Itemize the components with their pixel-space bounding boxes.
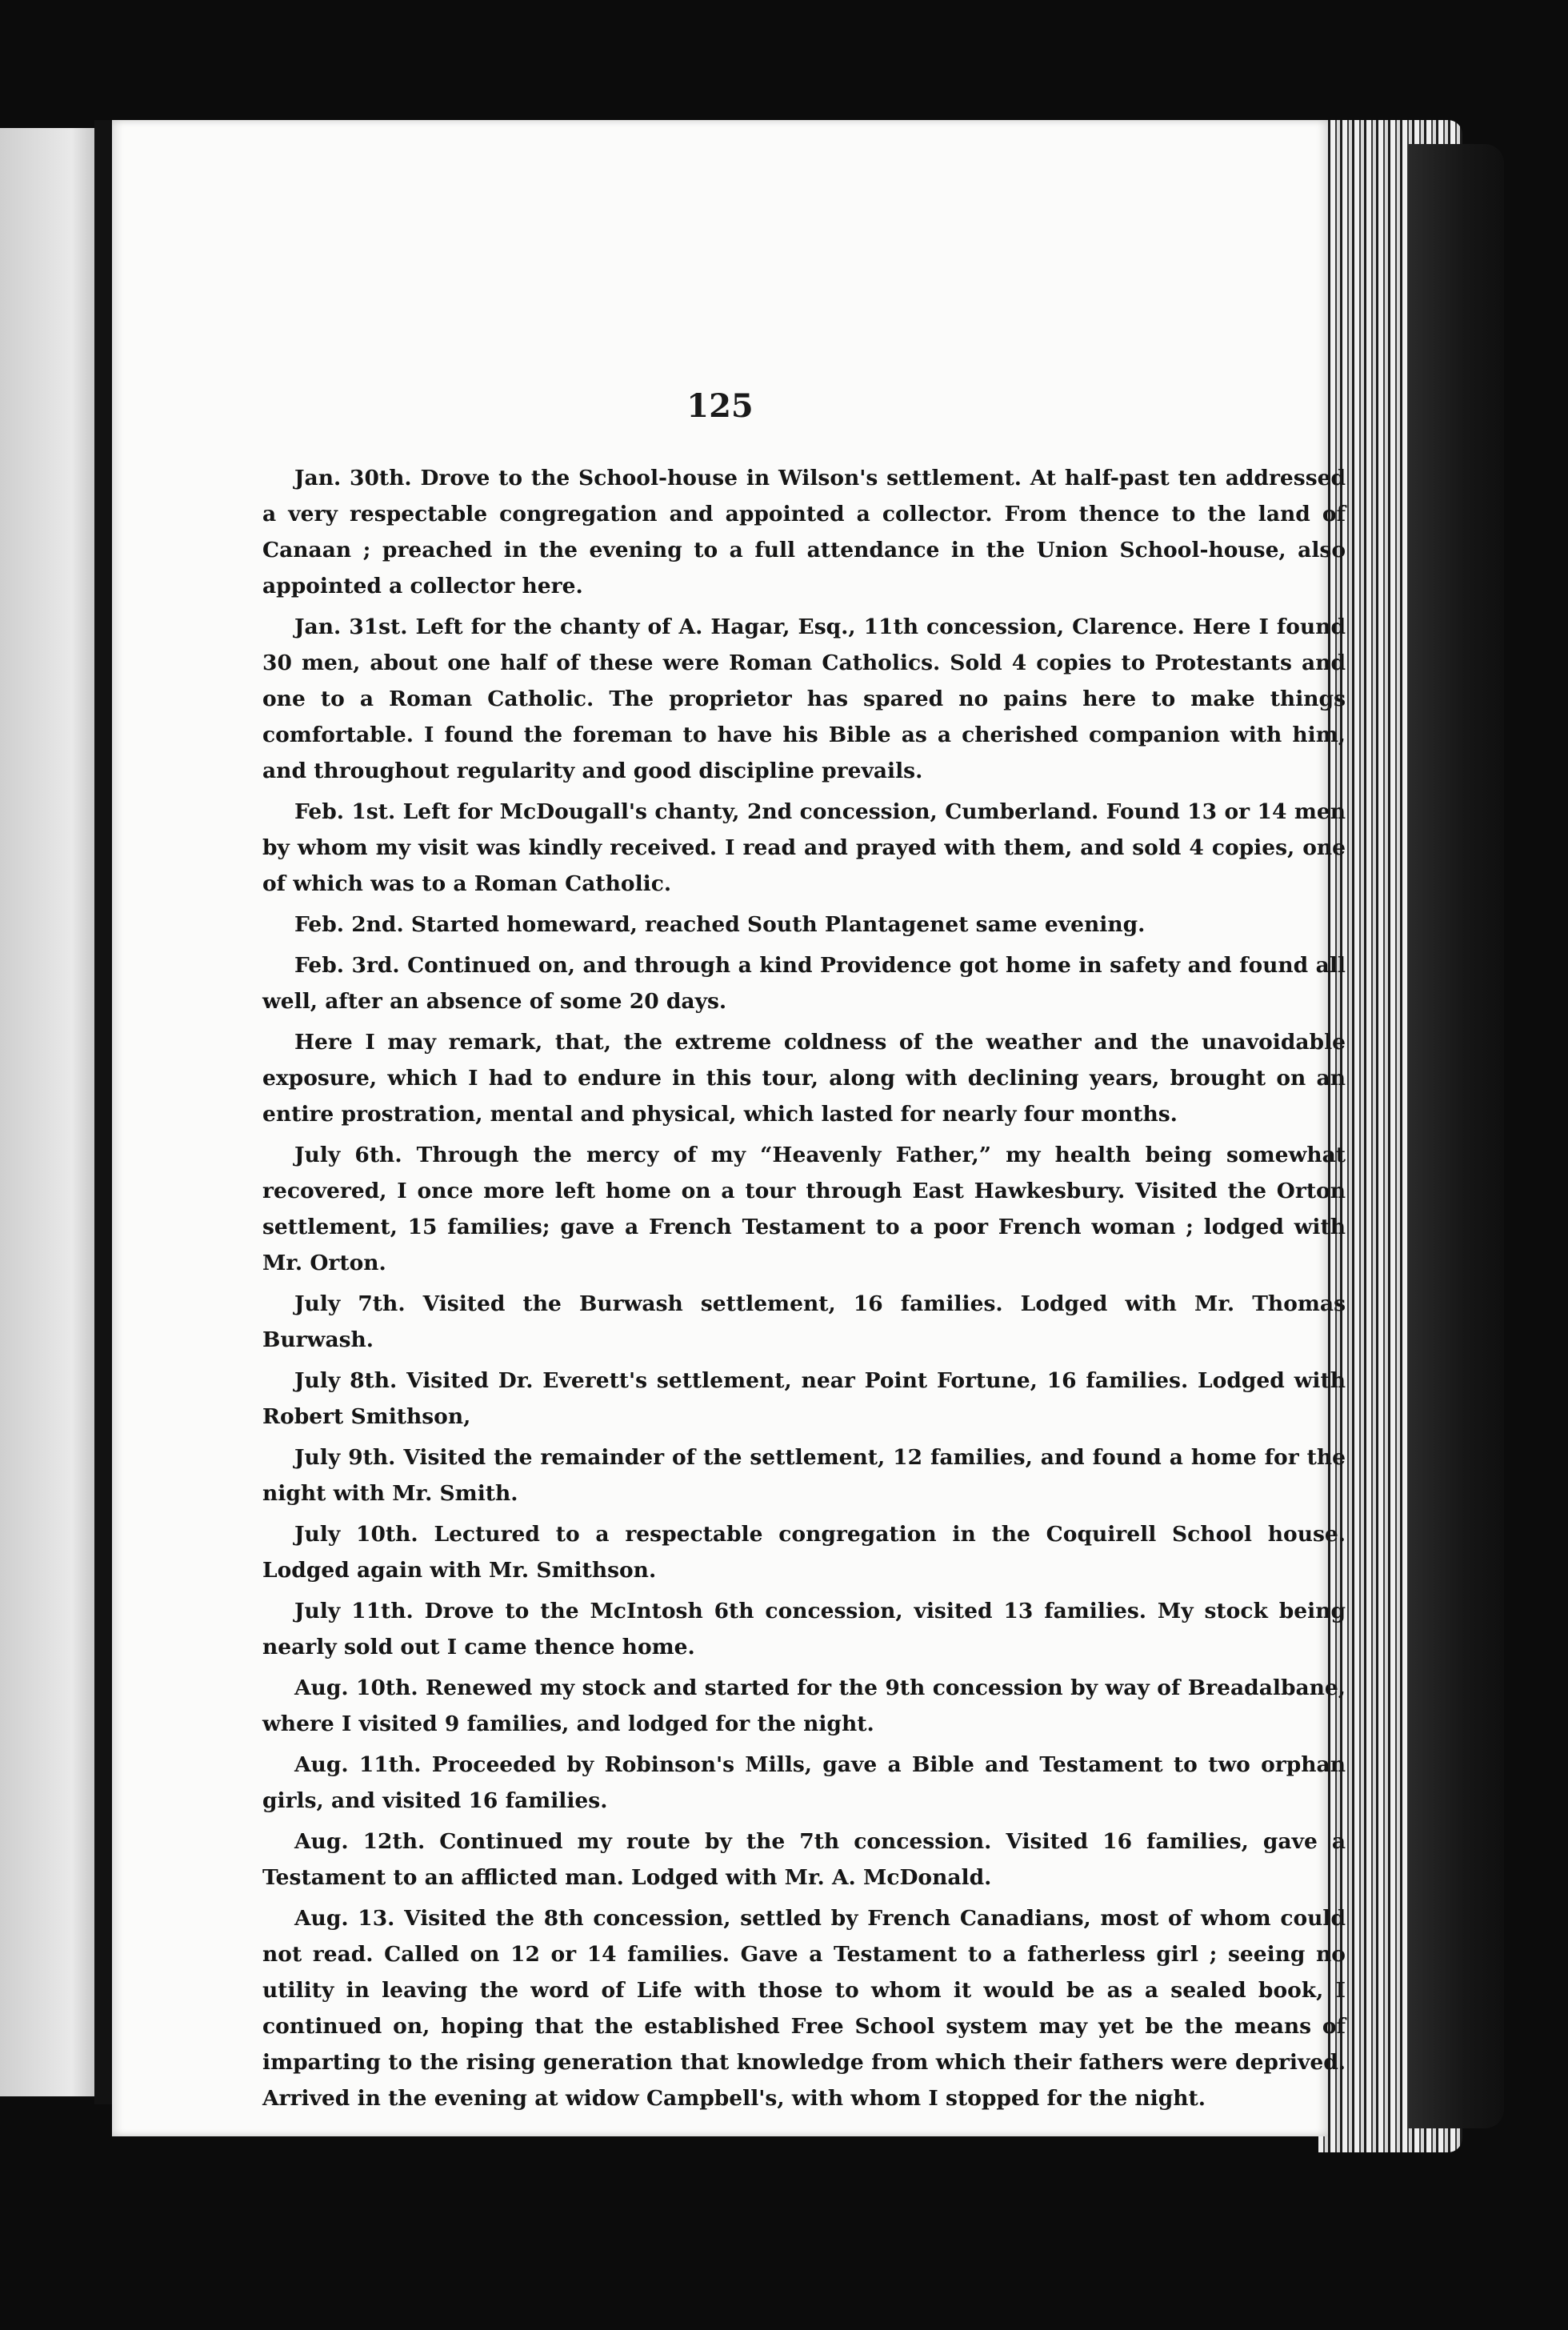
paragraph: July 8th. Visited Dr. Everett's settlement, near Point Fortune, 16 families. Lodged with Robert Smithson, bbox=[262, 1368, 1346, 1429]
paragraph: Aug. 12th. Continued my route by the 7th concession. Visited 16 families, gave a Testament to an afflicted man. Lodged with Mr. A. McDonald. bbox=[262, 1829, 1346, 1890]
paragraph: Jan. 31st. Left for the chanty of A. Hagar, Esq., 11th concession, Clarence. Here I found 30 men, about one half of these were Roman Catholics. Sold 4 copies to Protestants and one to a Roman Catholic. The proprietor has spared no pains here to make things comfortable. I found the foreman to have his Bible as a cherished companion with him, and throughout regularity and good discipline prevails. bbox=[262, 615, 1346, 783]
book-cover-edge bbox=[1408, 144, 1504, 2128]
paragraph: Jan. 30th. Drove to the School-house in Wilson's settlement. At half-past ten addressed a very respectable congregation and appointed a collector. From thence to the land of Canaan ; preached in the evening to a full attendance in the Union School-house, also appointed a collector here. bbox=[262, 466, 1346, 599]
paragraph: Feb. 3rd. Continued on, and through a kind Providence got home in safety and found all well, after an absence of some 20 days. bbox=[262, 953, 1346, 1014]
paragraph: Feb. 2nd. Started homeward, reached South Plantagenet same evening. bbox=[294, 912, 1146, 937]
paragraph: July 7th. Visited the Burwash settlement, 16 families. Lodged with Mr. Thomas Burwash. bbox=[262, 1291, 1346, 1352]
book-page bbox=[112, 120, 1346, 2136]
paragraph: Aug. 13. Visited the 8th concession, settled by French Canadians, most of whom could not read. Called on 12 or 14 families. Gave a Testament to a fatherless girl ; seeing no utility in leaving the word of Life with those to whom it would be as a sealed book, I continued on, hoping that the established Free School system may yet be the means of imparting to the rising generation that knowledge from which their fathers were deprived. Arrived in the evening at widow Campbell's, with whom I stopped for the night. bbox=[262, 1906, 1346, 2111]
paragraph: Aug. 11th. Proceeded by Robinson's Mills, gave a Bible and Testament to two orphan girls, and visited 16 families. bbox=[262, 1752, 1346, 1813]
book-gutter bbox=[94, 120, 112, 2104]
paragraph: Feb. 1st. Left for McDougall's chanty, 2nd concession, Cumberland. Found 13 or 14 men by whom my visit was kindly received. I read and prayed with them, and sold 4 copies, one of which was to a Roman Catholic. bbox=[262, 799, 1346, 896]
paragraph: Here I may remark, that, the extreme coldness of the weather and the unavoidable exposure, which I had to endure in this tour, along with declining years, brought on an entire prostration, mental and physical, which lasted for nearly four months. bbox=[262, 1030, 1346, 1127]
scan-mark bbox=[728, 155, 755, 176]
page-number: 125 bbox=[686, 387, 754, 425]
page-text bbox=[262, 460, 1346, 2121]
paragraph: July 10th. Lectured to a respectable congregation in the Coquirell School house. Lodged again with Mr. Smithson. bbox=[262, 1522, 1346, 1583]
paragraph: July 11th. Drove to the McIntosh 6th concession, visited 13 families. My stock being nearly sold out I came thence home. bbox=[262, 1599, 1346, 1659]
facing-page-edge bbox=[0, 128, 102, 2096]
paragraph: July 9th. Visited the remainder of the settlement, 12 families, and found a home for the night with Mr. Smith. bbox=[262, 1445, 1346, 1506]
paragraph: July 6th. Through the mercy of my “Heavenly Father,” my health being somewhat recovered, I once more left home on a tour through East Hawkesbury. Visited the Orton settlement, 15 families; gave a French Testament to a poor French woman ; lodged with Mr. Orton. bbox=[262, 1143, 1346, 1275]
paragraph: Aug. 10th. Renewed my stock and started for the 9th concession by way of Breadalbane, where I visited 9 families, and lodged for the night. bbox=[262, 1675, 1346, 1736]
